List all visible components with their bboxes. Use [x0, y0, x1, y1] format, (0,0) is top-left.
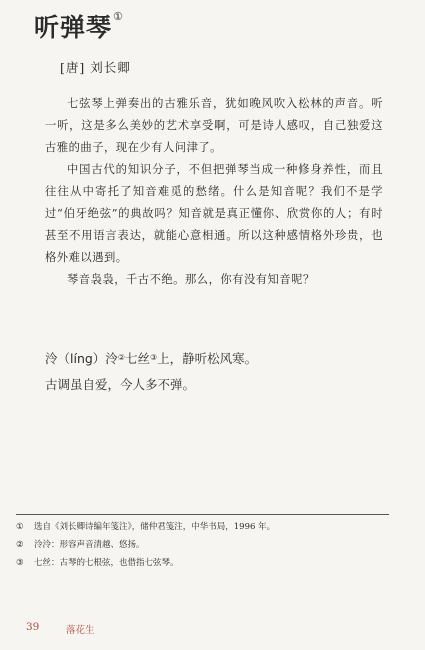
footnote-item [16, 554, 396, 572]
poem-footnote-mark-3: ③ [150, 353, 158, 362]
title-text: 听弹琴 [34, 13, 113, 42]
footnote-mark: ② [16, 540, 24, 550]
poem-line-1-part-a: 泠（líng）泠 [45, 351, 118, 366]
footnote-text: 选自《刘长卿诗编年笺注》，储仲君笺注，中华书局，1996 年。 [34, 522, 276, 532]
footnote-mark: ③ [16, 558, 24, 568]
footnotes [16, 518, 396, 572]
poem-line-1-part-c: 上，静听松风寒。 [157, 351, 258, 366]
prose-paragraph-1: 七弦琴上弹奏出的古雅乐音，犹如晚风吹入松林的声音。听一听，这是多么美妙的艺术享受啊，可是诗人感叹，自己独爱这古雅的曲子，现在少有人问津了。 [45, 97, 383, 154]
poem-line-1-part-b: 七丝 [124, 351, 150, 366]
poem [45, 346, 257, 398]
poem-footnote-mark-2: ② [117, 353, 125, 362]
poem-line-2: 古调虽自爱，今人多不弹。 [45, 377, 196, 392]
footnote-item [16, 518, 396, 536]
page-number: 39 [26, 621, 40, 633]
prose-paragraph-2: 中国古代的知识分子，不但把弹琴当成一种修身养性，而且往往从中寄托了知音难觅的愁绪。什么是知音呢？我们不是学过“伯牙绝弦”的典故吗？知音就是真正懂你、欣赏你的人；有时甚至不用语言表达，就能心意相通。所以这种感情格外珍贵，也格外难以遇到。 [45, 163, 383, 264]
title-footnote-mark: ① [113, 10, 124, 23]
running-title: 落花生 [66, 625, 95, 636]
footnote-mark: ① [16, 522, 24, 532]
footnote-divider [16, 514, 389, 515]
prose-paragraph-3: 琴音袅袅，千古不绝。那么，你有没有知音呢？ [67, 273, 315, 286]
prose-body [45, 93, 383, 291]
footnote-text: 泠泠：形容声音清越、悠扬。 [34, 540, 145, 550]
page-title [34, 8, 124, 44]
footnote-text: 七丝：古琴的七根弦，也借指七弦琴。 [34, 558, 179, 568]
poem-line-1 [45, 346, 257, 372]
footnote-item [16, 536, 396, 554]
author-line: [唐] 刘长卿 [60, 60, 131, 75]
